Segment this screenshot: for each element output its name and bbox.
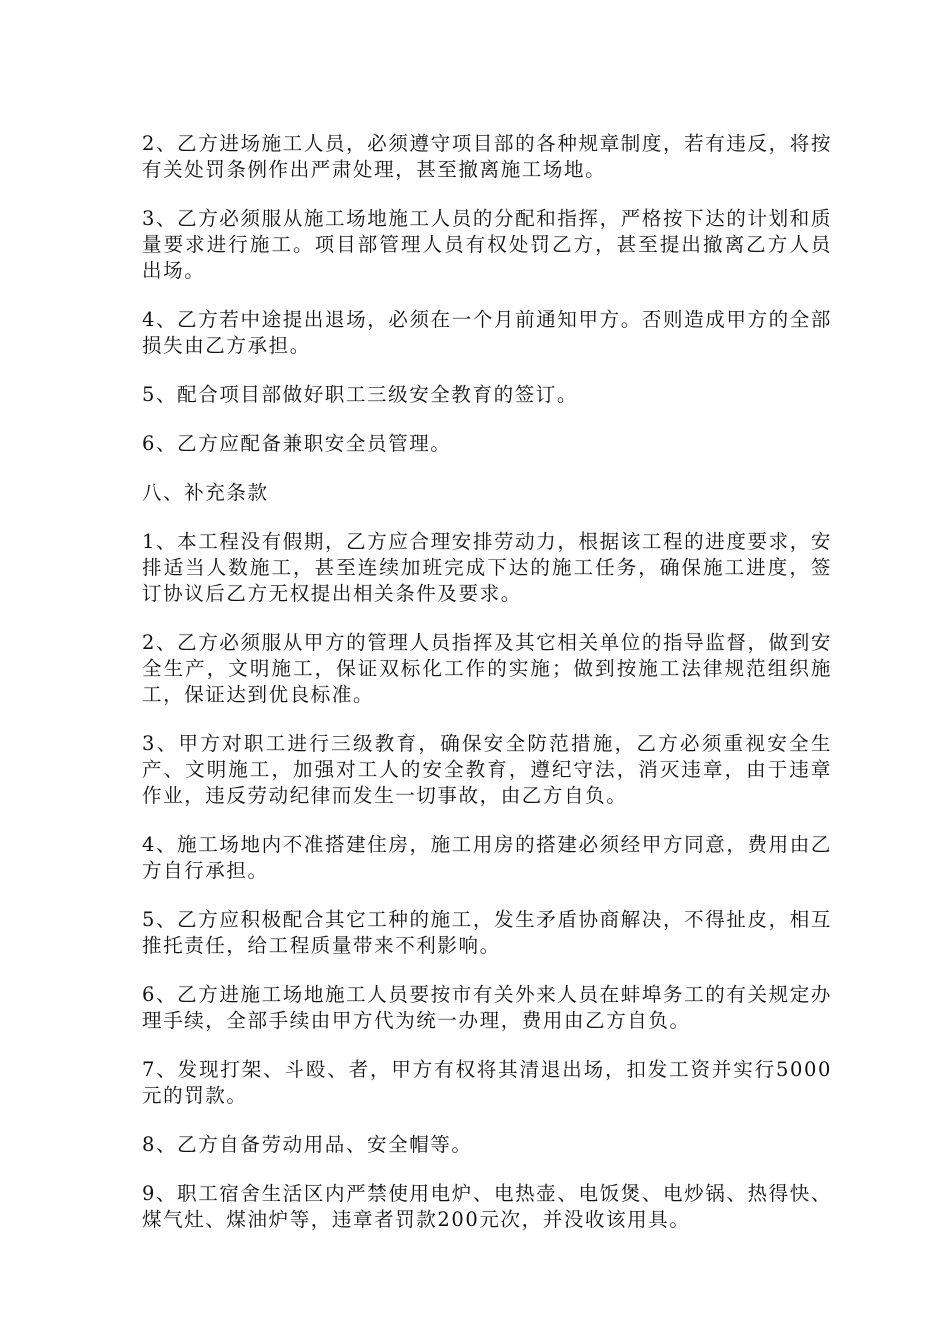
clause-paragraph: 5、配合项目部做好职工三级安全教育的签订。 — [142, 383, 579, 406]
supplementary-clause: 5、乙方应积极配合其它工种的施工，发生矛盾协商解决，不得扯皮，相互推托责任，给工程质量带来不利影响。 — [142, 908, 832, 957]
clause-paragraph: 4、乙方若中途提出退场，必须在一个月前通知甲方。否则造成甲方的全部损失由乙方承担。 — [142, 308, 832, 357]
supplementary-clause: 2、乙方必须服从甲方的管理人员指挥及其它相关单位的指导监督，做到安全生产，文明施工，保证双标化工作的实施；做到按施工法律规范组织施工，保证达到优良标准。 — [142, 631, 832, 706]
clause-paragraph: 6、乙方应配备兼职安全员管理。 — [142, 432, 452, 455]
supplementary-clause: 1、本工程没有假期，乙方应合理安排劳动力，根据该工程的进度要求，安排适当人数施工，甚至连续加班完成下达的施工任务，确保施工进度，签订协议后乙方无权提出相关条件及要求。 — [142, 530, 832, 605]
section-heading: 八、补充条款 — [142, 481, 269, 504]
supplementary-clause: 6、乙方进施工场地施工人员要按市有关外来人员在蚌埠务工的有关规定办理手续，全部手续由甲方代为统一办理，费用由乙方自负。 — [142, 983, 832, 1032]
clause-paragraph: 2、乙方进场施工人员，必须遵守项目部的各种规章制度，若有违反，将按有关处罚条例作出严肃处理，甚至撤离施工场地。 — [142, 132, 832, 181]
document-page — [142, 131, 832, 1256]
supplementary-clause: 8、乙方自备劳动用品、安全帽等。 — [142, 1133, 473, 1156]
clause-paragraph: 3、乙方必须服从施工场地施工人员的分配和指挥，严格按下达的计划和质量要求进行施工。项目部管理人员有权处罚乙方，甚至提出撤离乙方人员出场。 — [142, 207, 832, 282]
supplementary-clause: 4、施工场地内不准搭建住房，施工用房的搭建必须经甲方同意，费用由乙方自行承担。 — [142, 833, 832, 882]
supplementary-clause: 7、发现打架、斗殴、者，甲方有权将其清退出场，扣发工资并实行5000元的罚款。 — [142, 1058, 832, 1107]
supplementary-clause: 3、甲方对职工进行三级教育，确保安全防范措施，乙方必须重视安全生产、文明施工，加强对工人的安全教育，遵纪守法，消灭违章，由于违章作业，违反劳动纪律而发生一切事故，由乙方自负。 — [142, 732, 832, 807]
supplementary-clause: 9、职工宿舍生活区内严禁使用电炉、电热壶、电饭煲、电炒锅、热得快、煤气灶、煤油炉等，违章者罚款200元次，并没收该用具。 — [142, 1182, 832, 1231]
